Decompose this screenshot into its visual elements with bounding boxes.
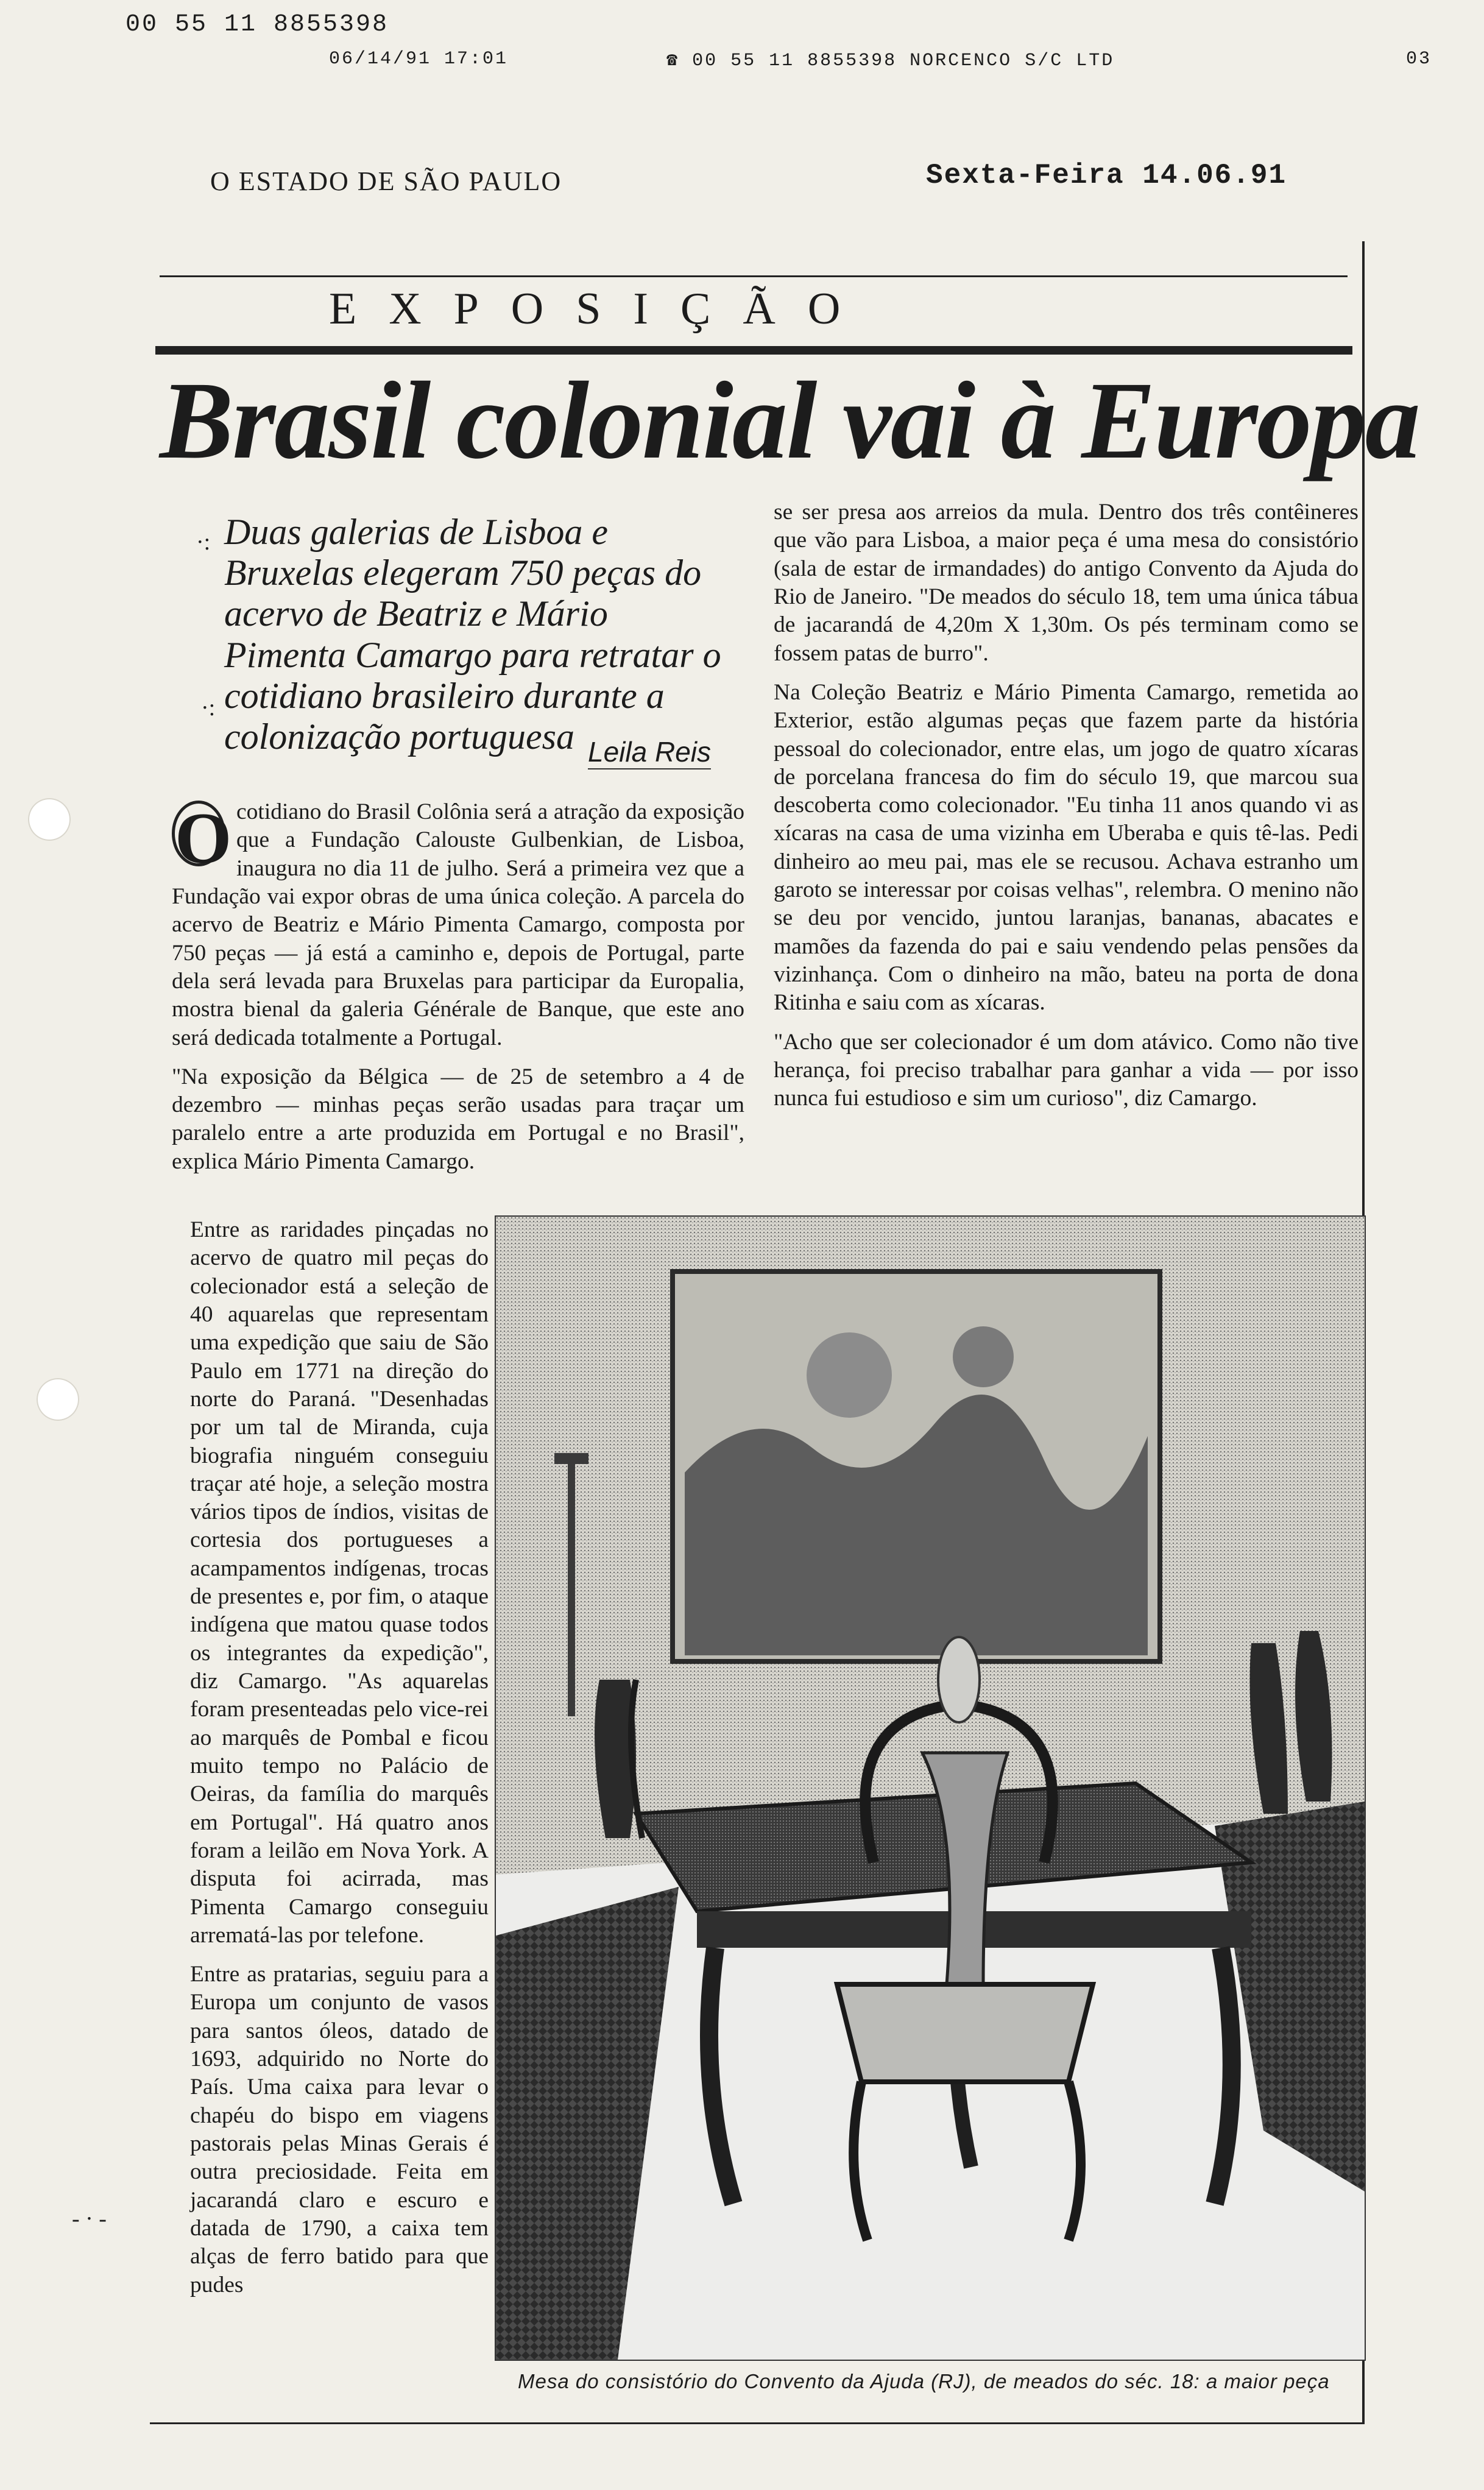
punch-hole <box>28 798 71 841</box>
newspaper-date: Sexta-Feira 14.06.91 <box>926 160 1287 191</box>
paragraph: Entre as raridades pinçadas no acervo de quatro mil peças do colecionador está a seleção de 40 aquarelas que representam uma expedição que saiu de São Paulo em 1771 na direção do norte do Paraná. "Desenhadas por um tal de Miranda, cuja biografia ninguém conseguiu traçar até hoje, a seleção mostra vários tipos de índios, visitas de cortesia dos portugueses a acampamentos indígenas, trocas de presentes e, por fim, o ataque indígena que matou quase todos os integrantes da expedição", diz Camargo. "As aquarelas foram presenteadas pelo vice-rei ao marquês de Pombal e ficou muito tempo no Palácio de Oeiras, da família do marquês em Portugal". Há quatro anos foram a leilão em Nova York. A disputa foi acirrada, mas Pimenta Camargo conseguiu arrematá-las por telefone. <box>190 1217 489 1948</box>
drop-cap: O <box>172 801 225 866</box>
top-rule <box>160 275 1348 277</box>
fax-page-number: 03 <box>1405 49 1432 69</box>
headline: Brasil colonial vai à Europa <box>160 359 1419 482</box>
photo-caption: Mesa do consistório do Convento da Ajuda (RJ), de meados do séc. 18: a maior peça <box>518 2370 1330 2393</box>
fax-transmission-line <box>329 49 1432 71</box>
fax-datetime: 06/14/91 17:01 <box>329 49 509 69</box>
paragraph <box>172 798 744 1052</box>
newspaper-name: O ESTADO DE SÃO PAULO <box>210 166 562 196</box>
paragraph: Na Coleção Beatriz e Mário Pimenta Camargo, remetida ao Exterior, estão algumas peças que fazem parte da história pessoal do colecionador, entre elas, um jogo de quatro xícaras de porcelana francesa do fim do século 19, que marcou sua descoberta como colecionador. "Eu tinha 11 anos quando vi as xícaras na casa de uma vizinha em Uberaba e quis tê-las. Pedi dinheiro ao meu pai, mas ele se recusou. Achava estranho um garoto se interessar por coisas velhas", relembra. O menino não se deu por vencido, juntou laranjas, bananas, abacates e mamões da fazenda do pai e saiu vendendo pelas pensões da vizinhança. Com o dinheiro na mão, bateu na porta de dona Ritinha e saiu com as xícaras. <box>774 679 1359 1016</box>
fax-sender: ☎ 00 55 11 8855398 NORCENCO S/C LTD <box>666 51 1115 71</box>
photo-illustration <box>496 1217 1365 2360</box>
section-label: EXPOSIÇÃO <box>329 284 873 334</box>
article-column-2 <box>774 498 1359 1124</box>
paragraph: "Acho que ser colecionador é um dom atávico. Como não tive herança, foi preciso trabalhar para ganhar a vida — por isso nunca fui estudioso e sim um curioso", diz Camargo. <box>774 1029 1359 1111</box>
photo-consistory-table <box>495 1215 1366 2361</box>
fax-number-top: 00 55 11 8855398 <box>125 11 389 38</box>
article-column-1 <box>172 798 744 1187</box>
article-column-1-narrow <box>190 1216 489 2310</box>
byline: Leila Reis <box>588 735 711 769</box>
margin-mark: - · - <box>72 2206 107 2232</box>
paragraph: Entre as pratarias, seguiu para a Europa um conjunto de vasos para santos óleos, datado de 1693, adquirido no Norte do País. Uma caixa para levar o chapéu do bispo em viagens pastorais pelas Minas Gerais é outra preciosidade. Feita em jacarandá claro e escuro e datada de 1790, a caixa tem alças de ferro batido para que pudes <box>190 1962 489 2297</box>
section-rule <box>155 346 1352 355</box>
paragraph: "Na exposição da Bélgica — de 25 de setembro a 4 de dezembro — minhas peças serão usadas para traçar um paralelo entre a arte produzida em Portugal e no Brasil", explica Mário Pimenta Camargo. <box>172 1064 744 1174</box>
paragraph: se ser presa aos arreios da mula. Dentro dos três contêineres que vão para Lisboa, a maior peça é uma mesa do consistório (sala de estar de irmandades) do antigo Convento da Ajuda do Rio de Janeiro. "De meados do século 18, tem uma única tábua de jacarandá de 4,20m X 1,30m. Os pés terminam como se fossem patas de burro". <box>774 500 1359 666</box>
punch-hole <box>37 1378 79 1421</box>
deck-subtitle: Duas galerias de Lisboa e Bruxelas elegeram 750 peças do acervo de Beatriz e Mário Pimenta Camargo para retratar o cotidiano brasileiro durante a colonização portuguesa <box>224 512 721 757</box>
margin-mark: ·: <box>196 529 211 555</box>
margin-mark: ·: <box>201 695 216 721</box>
paragraph-text: cotidiano do Brasil Colônia será a atração da exposição que a Fundação Calouste Gulbenkian, de Lisboa, inaugura no dia 11 de julho. Será a primeira vez que a Fundação vai expor obras de uma única coleção. A parcela do acervo de Beatriz e Mário Pimenta Camargo, composta por 750 peças — já está a caminho e, depois de Portugal, parte dela será levada para Bruxelas para participar da Europalia, mostra bienal da galeria Générale de Banque, que este ano será dedicada totalmente a Portugal. <box>172 799 744 1050</box>
